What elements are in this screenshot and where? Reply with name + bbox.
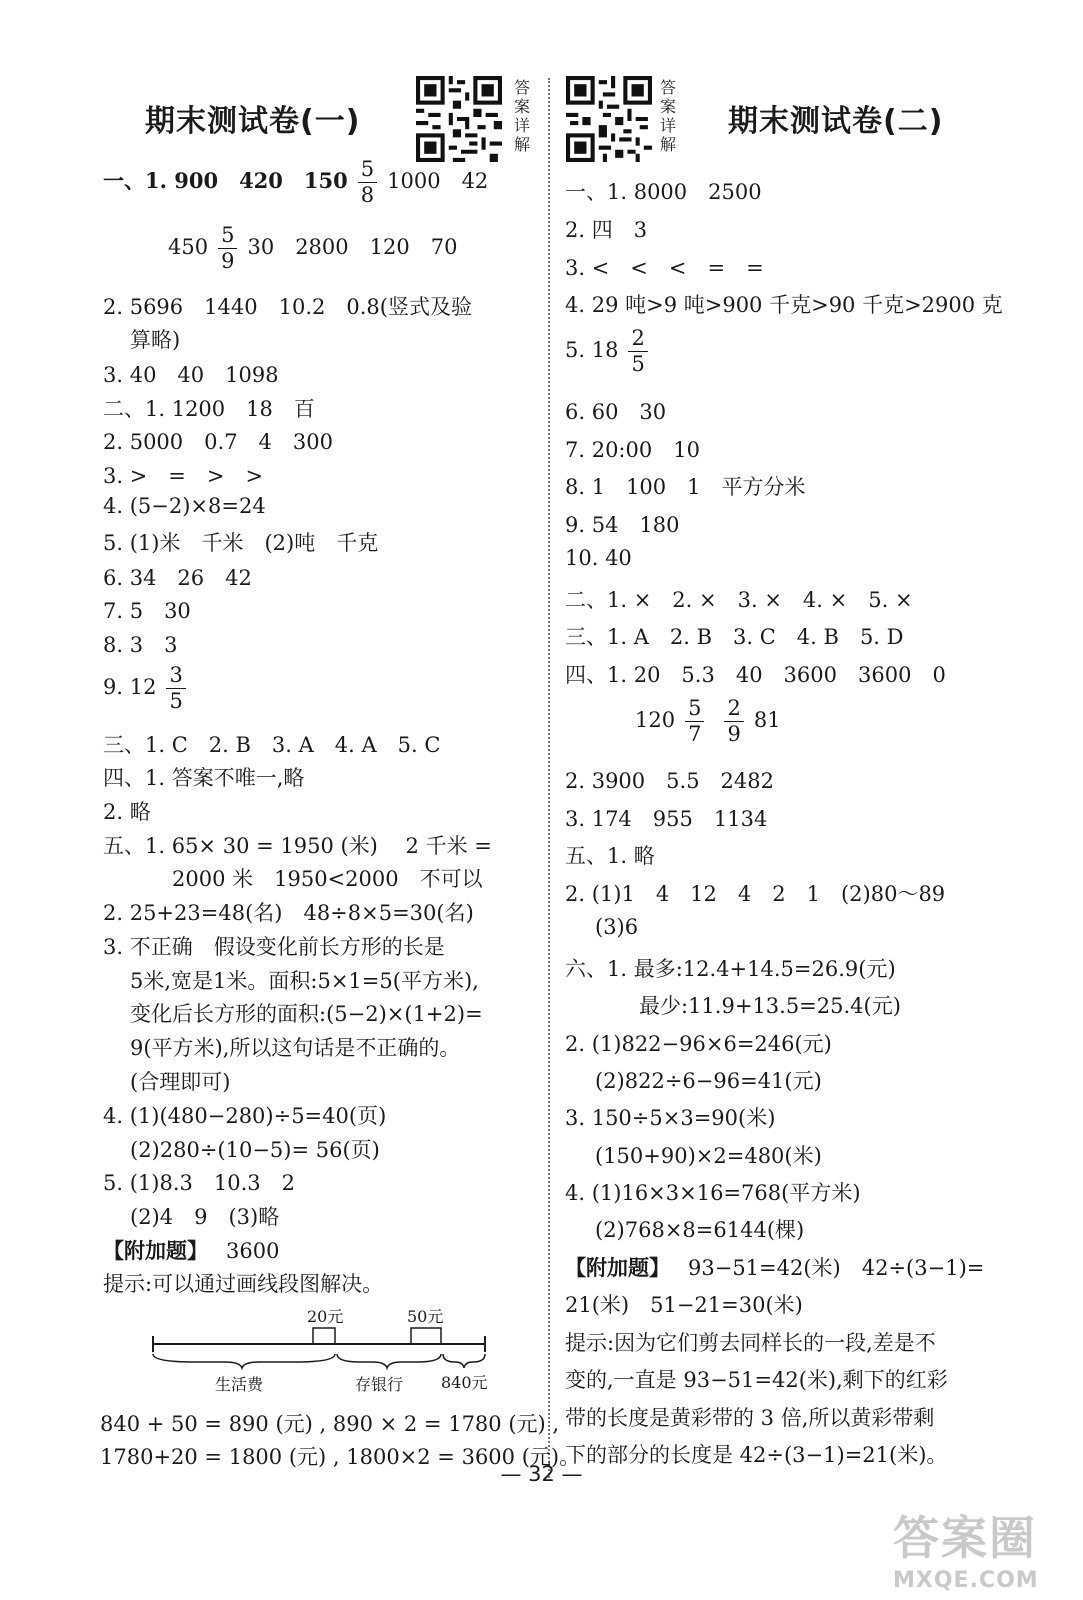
answer-line: 450 $\frac{5}{9}$ 30 2800 120 70 — [168, 223, 458, 274]
label-840: 840元 — [441, 1373, 488, 1392]
qr-code-right[interactable] — [566, 76, 652, 162]
hint-line: 下的部分的长度是 42÷(3−1)=21(米)。 — [565, 1443, 948, 1467]
answer-line: 9. 54 180 — [565, 513, 680, 537]
answer-line: 9(平方米),所以这句话是不正确的。 — [130, 1036, 461, 1060]
answer-line: 5米,宽是1米。面积:5×1=5(平方米), — [130, 969, 479, 993]
answer-line: 4. (1)16×3×16=768(平方米) — [565, 1181, 861, 1205]
answer-line: 一、1. 8000 2500 — [565, 180, 762, 204]
answer-line: 6. 60 30 — [565, 400, 667, 424]
bonus-line: 【附加题】 93−51=42(米) 42÷(3−1)= — [565, 1256, 985, 1280]
answer-line: 3. 40 40 1098 — [103, 363, 279, 387]
answer-line: 2. 25+23=48(名) 48÷8×5=30(名) — [103, 901, 474, 925]
answer-line: 2. 5000 0.7 4 300 — [103, 430, 333, 454]
answer-line: 变化后长方形的面积:(5−2)×(1+2)= — [130, 1002, 483, 1026]
page-number: — 32 — — [500, 1462, 583, 1486]
answer-line: 7. 5 30 — [103, 599, 191, 623]
answer-line: 三、1. C 2. B 3. A 4. A 5. C — [103, 733, 441, 757]
answer-line: 4. (5−2)×8=24 — [103, 494, 266, 518]
calc-line: 1780+20 = 1800 (元) , 1800×2 = 3600 (元)。 — [100, 1445, 581, 1469]
segment-diagram — [145, 1296, 500, 1398]
answer-line: 3. < < < = = — [565, 256, 764, 280]
qr-code-left[interactable] — [416, 76, 502, 162]
answer-line: 六、1. 最多:12.4+14.5=26.9(元) — [565, 957, 896, 981]
watermark: 答案圈 MXQE.COM — [893, 1511, 1039, 1593]
answer-line: (2)280÷(10−5)= 56(页) — [130, 1138, 380, 1162]
answer-line: 二、1. × 2. × 3. × 4. × 5. × — [565, 588, 913, 612]
hint-line: 提示:可以通过画线段图解决。 — [103, 1272, 384, 1296]
answer-line: 2. 四 3 — [565, 218, 648, 242]
qr-label-right: 答 案 详 解 — [659, 78, 676, 154]
label-bank: 存银行 — [355, 1375, 404, 1394]
fraction: $\frac{2}{9}$ — [724, 697, 743, 746]
qr-label-left: 答 案 详 解 — [513, 78, 530, 154]
answer-line: 4. (1)(480−280)÷5=40(页) — [103, 1104, 387, 1128]
column-divider — [548, 78, 550, 1478]
answer-line: 3. > = > > — [103, 464, 264, 488]
answer-line: 4. 29 吨>9 吨>900 千克>90 千克>2900 克 — [565, 293, 1003, 317]
answer-line: 2. 5696 1440 10.2 0.8(竖式及验 — [103, 295, 472, 319]
answer-line: 二、1. 1200 18 百 — [103, 397, 315, 421]
label-living: 生活费 — [215, 1375, 264, 1394]
answer-line: 四、1. 20 5.3 40 3600 3600 0 — [565, 663, 946, 687]
answer-line: 一、1. 900 420 150 $\frac{5}{8}$ 1000 42 — [103, 157, 489, 208]
answer-line: 2. 3900 5.5 2482 — [565, 769, 774, 793]
right-title: 期末测试卷(二) — [728, 104, 944, 139]
fraction: $\frac{3}{5}$ — [166, 664, 185, 713]
answer-line: 5. (1)8.3 10.3 2 — [103, 1171, 295, 1195]
answer-line: (合理即可) — [130, 1070, 231, 1094]
answer-line: 2. (1)1 4 12 4 2 1 (2)80～89 — [565, 882, 946, 906]
answer-line: 120 $\frac{5}{7}$ $\frac{2}{9}$ 81 — [635, 696, 781, 747]
answer-line: 7. 20:00 10 — [565, 438, 700, 462]
answer-line: 5. 18 $\frac{2}{5}$ — [565, 327, 658, 376]
fraction: $\frac{5}{8}$ — [358, 158, 377, 207]
hint-line: 变的,一直是 93−51=42(米),剩下的红彩 — [565, 1368, 948, 1392]
answer-line: 3. 不正确 假设变化前长方形的长是 — [103, 935, 445, 959]
fraction: $\frac{2}{5}$ — [628, 327, 647, 376]
left-title: 期末测试卷(一) — [145, 104, 361, 139]
answer-line: 8. 3 3 — [103, 633, 178, 657]
answer-line: 算略) — [130, 328, 181, 352]
answer-line: 2000 米 1950<2000 不可以 — [172, 867, 483, 891]
bonus-line: 21(米) 51−21=30(米) — [565, 1293, 803, 1317]
calc-line: 840 + 50 = 890 (元) , 890 × 2 = 1780 (元) , — [100, 1412, 560, 1436]
answer-line: 三、1. A 2. B 3. C 4. B 5. D — [565, 625, 904, 649]
answer-line: 五、1. 65× 30 = 1950 (米) 2 千米 = — [103, 834, 492, 858]
answer-line: (2)4 9 (3)略 — [130, 1205, 280, 1229]
answer-line: (2)822÷6−96=41(元) — [595, 1069, 822, 1093]
answer-line: (2)768×8=6144(棵) — [595, 1218, 805, 1242]
answer-line: 五、1. 略 — [565, 844, 655, 868]
answer-line: 5. (1)米 千米 (2)吨 千克 — [103, 531, 379, 555]
answer-line: 四、1. 答案不唯一,略 — [103, 766, 305, 790]
label-50: 50元 — [407, 1307, 444, 1326]
hint-line: 提示:因为它们剪去同样长的一段,差是不 — [565, 1331, 936, 1355]
label-20: 20元 — [307, 1307, 344, 1326]
answer-line: (150+90)×2=480(米) — [595, 1144, 822, 1168]
answer-line: 3. 150÷5×3=90(米) — [565, 1106, 776, 1130]
answer-line: 2. (1)822−96×6=246(元) — [565, 1032, 832, 1056]
answer-line: 6. 34 26 42 — [103, 566, 252, 590]
bonus-line: 【附加题】 3600 — [103, 1239, 280, 1263]
answer-line: 10. 40 — [565, 546, 632, 570]
answer-line: 2. 略 — [103, 800, 151, 824]
fraction: $\frac{5}{9}$ — [218, 224, 237, 273]
fraction: $\frac{5}{7}$ — [685, 697, 704, 746]
answer-line: 最少:11.9+13.5=25.4(元) — [639, 994, 901, 1018]
answer-line: 9. 12 $\frac{3}{5}$ — [103, 664, 196, 713]
hint-line: 带的长度是黄彩带的 3 倍,所以黄彩带剩 — [565, 1406, 935, 1430]
answer-line: 8. 1 100 1 平方分米 — [565, 475, 806, 499]
answer-line: (3)6 — [595, 915, 639, 939]
answer-line: 3. 174 955 1134 — [565, 807, 768, 831]
